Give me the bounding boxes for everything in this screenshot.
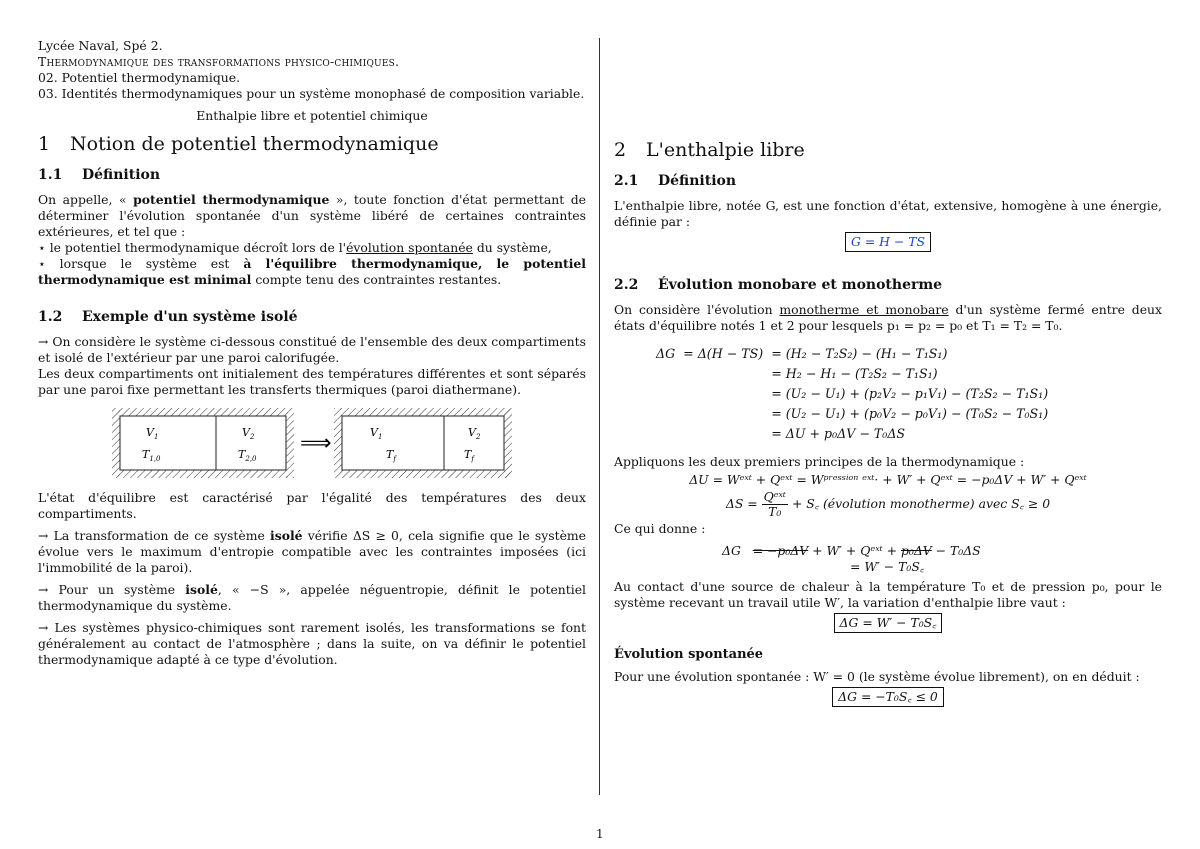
section-1-heading: 1 Notion de potentiel thermodynamique	[38, 133, 439, 155]
subsection-1-2-heading: 1.2 Exemple d'un système isolé	[38, 309, 298, 325]
delta-s-equation: ΔS = Qᵉˣᵗ T₀ + S꜀ (évolution monotherme) avec S꜀ ≥ 0	[725, 489, 1051, 519]
right-column	[614, 138, 1162, 711]
delta-u-equation: ΔU = Wᵉˣᵗ + Qᵉˣᵗ = Wᵖʳᵉˢˢⁱᵒⁿ ᵉˣᵗ· + W′ + Qᵉˣᵗ = −p₀ΔV + W′ + Qᵉˣᵗ	[689, 472, 1087, 487]
left-column	[38, 38, 586, 668]
final-v1-label: $V_1$	[370, 426, 383, 441]
subsection-1-1-heading: 1.1 Définition	[38, 167, 161, 183]
principles-paragraph: Appliquons les deux premiers principes de la thermodynamique :	[614, 454, 1025, 469]
subsection-2-1-heading: 2.1 Définition	[614, 173, 737, 189]
delta-g-derivation: ΔG = Δ(H − TS) = (H₂ − T₂S₂) − (H₁ − T₁S₁) = H₂ − H₁ − (T₂S₂ − T₁S₁) = (U₂ − U₁) + (p₂V₂ − p₁V₁) − (T₂S₂ − T₁S₁) = (U₂ − U₁) + (p₀V₂ − p₀V₁) − (T₀S₂ − T₀S₁) = ΔU + p₀ΔV − T₀ΔS	[656, 346, 1049, 441]
header-chapter: 02. Potentiel thermodynamique.	[38, 70, 241, 85]
final-state-box	[334, 408, 512, 478]
initial-v2-label: $V_2$	[242, 426, 255, 441]
page-number: 1	[596, 827, 604, 841]
isolated-paragraph-1: → On considère le système ci-dessous constitué de l'ensemble des deux compartiments et isolé de l'extérieur par une paroi calorifugée.	[38, 334, 586, 365]
entropy-paragraph: → La transformation de ce système isolé vérifie ΔS ≥ 0, cela signifie que le système évolue vers le maximum d'entropie compatible avec les contraintes imposées (ici l'immobilité de la paroi).	[38, 528, 586, 575]
spontaneous-heading: Évolution spontanée	[614, 647, 764, 662]
header-section: 03. Identités thermodynamiques pour un système monophasé de composition variable.	[38, 86, 585, 101]
final-v2-label: $V_2$	[468, 426, 481, 441]
physchem-paragraph: → Les systèmes physico-chimiques sont rarement isolés, les transformations se font généralement au contact de l'atmosphère ; dans la suite, on va définir le potentiel thermodynamique adapté à ce type d'évolution.	[38, 620, 586, 667]
delta-g-simplified: ΔG = −p₀ΔV + W′ + Qᵉˣᵗ + p₀ΔV − T₀ΔS = W′ − T₀S꜀	[722, 543, 981, 574]
final-t1-label: $T_f$	[386, 448, 396, 463]
header-school: Lycée Naval, Spé 2.	[38, 38, 163, 53]
compartments-diagram	[112, 404, 512, 482]
column-divider	[599, 38, 600, 795]
initial-v1-label: $V_1$	[146, 426, 159, 441]
definition-bullet-1: ⋆ le potentiel thermodynamique décroît lors de l'évolution spontanée du système,	[38, 240, 552, 255]
enthalpy-definition: L'enthalpie libre, notée G, est une fonction d'état, extensive, homogène à une énergie, définie par :	[614, 198, 1162, 229]
definition-bullet-2: ⋆ lorsque le système est à l'équilibre thermodynamique, le potentiel thermodynamique est minimal compte tenu des contraintes restantes.	[38, 256, 586, 287]
contact-paragraph: Au contact d'une source de chaleur à la température T₀ et de pression p₀, pour le système recevant un travail utile W′, la variation d'enthalpie libre vaut :	[614, 579, 1162, 610]
isolated-paragraph-2: Les deux compartiments ont initialement des températures différentes et sont séparés par une paroi fixe permettant les transferts thermiques (paroi diathermane).	[38, 366, 586, 397]
initial-state-box	[112, 408, 294, 478]
transition-arrow: ⟹	[300, 431, 332, 456]
equilibrium-paragraph: L'état d'équilibre est caractérisé par l'égalité des températures des deux compartiments.	[38, 490, 586, 521]
spontaneous-result-box: ΔG = −T₀S꜀ ≤ 0	[832, 687, 944, 707]
header-course: Thermodynamique des transformations physico-chimiques.	[38, 54, 400, 69]
neguentropy-paragraph: → Pour un système isolé, « −S », appelée néguentropie, définit le potentiel thermodynamique du système.	[38, 582, 586, 613]
monobare-paragraph: On considère l'évolution monotherme et monobare d'un système fermé entre deux états d'équilibre notés 1 et 2 pour lesquels p₁ = p₂ = p₀ et T₁ = T₂ = T₀.	[614, 302, 1163, 333]
definition-paragraph: On appelle, « potentiel thermodynamique », toute fonction d'état permettant de déterminer l'évolution spontanée d'un système libéré de certaines contraintes extérieures, et tel que :	[38, 192, 586, 239]
section-2-heading: 2 L'enthalpie libre	[614, 139, 805, 161]
initial-t2-label: $T_{2,0}$	[238, 448, 257, 463]
delta-g-result-box: ΔG = W′ − T₀S꜀	[834, 613, 943, 633]
spontaneous-paragraph: Pour une évolution spontanée : W′ = 0 (le système évolue librement), on en déduit :	[614, 669, 1140, 684]
g-definition-box: G = H − TS	[845, 232, 931, 252]
result-intro: Ce qui donne :	[614, 521, 706, 536]
subsection-2-2-heading: 2.2 Évolution monobare et monotherme	[614, 277, 943, 293]
document-title: Enthalpie libre et potentiel chimique	[196, 108, 428, 123]
initial-t1-label: $T_{1,0}$	[142, 448, 161, 463]
final-t2-label: $T_f$	[464, 448, 474, 463]
